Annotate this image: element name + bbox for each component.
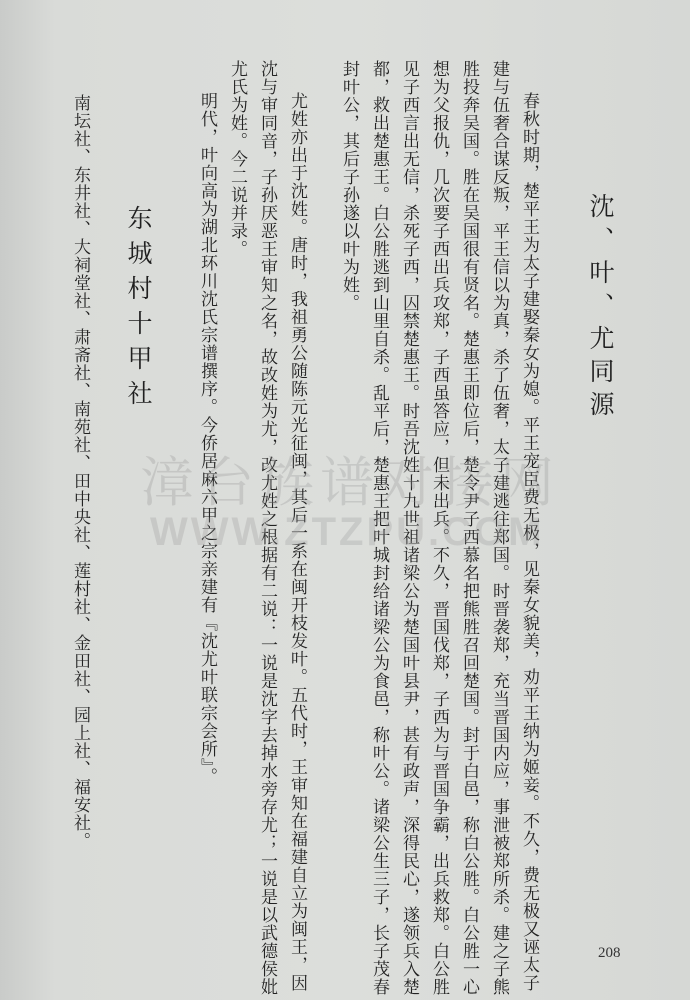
body-column: 尤姓亦出于沈姓。唐时，我祖勇公随陈元光征闽，其后一系在闽开枝发叶。五代时，王审知在福建自立为闽王，因 <box>287 92 307 992</box>
body-column: 春秋时期，楚平王为太子建娶秦女为媳。平王宠臣费无极，见秦女貌美，劝平王纳为姬妾。不久，费无极又诬太子 <box>519 92 539 992</box>
body-column: 胜投奔吴国。胜在吴国很有贤名。楚惠王即位后，楚令尹子西慕名把熊胜召回楚国。封于白邑，称白公胜。白公胜一心 <box>459 60 479 996</box>
page-number: 208 <box>598 945 621 961</box>
subsection-title: 东城村十甲社 <box>124 205 153 415</box>
body-column: 想为父报仇，几次要子西出兵攻郑，子西虽答应，但未出兵。不久，晋国伐郑，子西为与晋国争霸，出兵救郑。白公胜 <box>429 60 449 996</box>
list-column: 南坛社、东井社、大祠堂社、肃斋社、南苑社、田中央社、莲村社、金田社、园上社、福安社。 <box>70 94 90 850</box>
body-column: 尤氏为姓。今二说并录。 <box>227 60 247 258</box>
watermark-chinese: 漳台族谱对接网 <box>140 451 560 514</box>
section-title: 沈、叶、尤同源 <box>586 193 615 424</box>
body-column: 封叶公，其后子孙遂以叶为姓。 <box>339 60 359 312</box>
watermark-url: WWW.ZTZPU.COM <box>150 510 545 554</box>
body-column: 见子西言出无信，杀死子西，囚禁楚惠王。时吾沈姓十九世祖诸梁公为楚国叶县尹，甚有政声，深得民心，遂领兵入楚 <box>399 60 419 996</box>
body-column: 建与伍奢合谋反叛，平王信以为真，杀了伍奢，太子建逃往郑国。时晋袭郑，充当晋国内应，事泄被郑所杀。建之子熊 <box>489 60 509 996</box>
body-column: 沈与审同音，子孙厌恶王审知之名，故改姓为尤，改尤姓之根据有二说：一说是沈字去掉水旁存尤；一说是以武德侯妣 <box>257 60 277 996</box>
body-column: 都，救出楚惠王。白公胜逃到山里自杀。乱平后，楚惠王把叶城封给诸梁公为食邑，称叶公。诸梁公生三子，长子茂春 <box>369 60 389 996</box>
body-column: 明代，叶向高为湖北环川沈氏宗谱撰序。今侨居麻六甲之宗亲建有『沈尤叶联宗会所』。 <box>197 92 217 786</box>
